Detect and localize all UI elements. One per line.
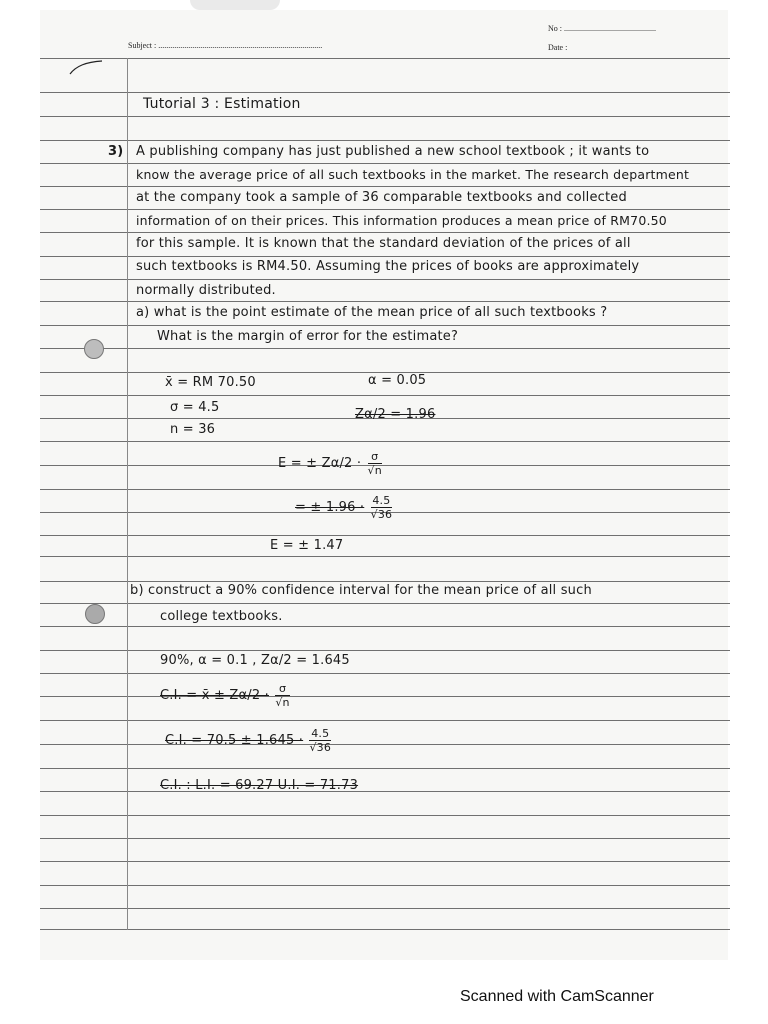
fraction-denominator: √n — [275, 696, 290, 709]
fraction-numerator: σ — [368, 450, 382, 464]
ruled-line — [40, 301, 730, 302]
part-b-question: college textbooks. — [160, 609, 283, 624]
fraction-denominator: √n — [367, 464, 382, 477]
fraction — [371, 494, 393, 521]
ci-formula-lhs: C.I. = x̄ ± Zα/2 · — [160, 688, 269, 703]
ruled-line — [40, 489, 730, 490]
ruled-line — [40, 279, 730, 280]
margin-formula — [278, 450, 384, 477]
ruled-line — [40, 163, 730, 164]
scanner-watermark: Scanned with CamScanner — [460, 988, 654, 1005]
binder-hole — [85, 604, 105, 624]
ruled-line — [40, 465, 730, 466]
ruled-line — [40, 581, 730, 582]
ruled-line — [40, 768, 730, 769]
ruled-line — [40, 744, 730, 745]
ci-substitution — [165, 727, 333, 754]
margin-substitution-lhs: = ± 1.96 · — [295, 500, 365, 515]
ruled-line — [40, 92, 730, 93]
ruled-line — [40, 650, 730, 651]
margin-line — [127, 58, 128, 930]
fraction-numerator: 4.5 — [372, 494, 391, 507]
ruled-line — [40, 256, 730, 257]
page-title: Tutorial 3 : Estimation — [143, 96, 301, 112]
alpha-value: α = 0.05 — [368, 373, 427, 388]
ruled-line — [40, 116, 730, 117]
question-line: at the company took a sample of 36 comparable textbooks and collected — [136, 190, 627, 205]
ruled-line — [40, 626, 730, 627]
xbar-value: x̄ = RM 70.50 — [165, 375, 256, 390]
ci-formula — [160, 682, 292, 709]
no-field: No : .............................................. — [548, 24, 656, 33]
fraction — [368, 450, 382, 477]
subject-field: Subject : .................................................................................. — [128, 41, 323, 50]
ruled-line — [40, 441, 730, 442]
ruled-line — [40, 929, 730, 930]
fraction-numerator: σ — [275, 682, 289, 696]
fraction-denominator: √36 — [309, 741, 332, 754]
ruled-line — [40, 58, 730, 59]
ruled-line — [40, 232, 730, 233]
ruled-line — [40, 815, 730, 816]
given-values: 90%, α = 0.1 , Zα/2 = 1.645 — [160, 653, 350, 668]
question-line: information of on their prices. This information produces a mean price of RM70.50 — [136, 213, 667, 228]
ruled-line — [40, 838, 730, 839]
ruled-line — [40, 861, 730, 862]
fraction-numerator: 4.5 — [311, 727, 330, 740]
margin-result: E = ± 1.47 — [270, 538, 344, 553]
ruled-line — [40, 535, 730, 536]
part-a-question: a) what is the point estimate of the mean price of all such textbooks ? — [136, 305, 608, 320]
question-line: know the average price of all such textbooks in the market. The research department — [136, 167, 690, 182]
ruled-line — [40, 395, 730, 396]
part-b-question: b) construct a 90% confidence interval for the mean price of all such — [130, 583, 592, 598]
scan-shadow — [190, 0, 280, 10]
question-line: for this sample. It is known that the standard deviation of the prices of all — [136, 236, 631, 251]
ci-result: C.I. : L.I. = 69.27 U.I. = 71.73 — [160, 778, 359, 793]
question-number: 3) — [108, 144, 124, 159]
ruled-line — [40, 209, 730, 210]
ruled-line — [40, 325, 730, 326]
margin-formula-lhs: E = ± Zα/2 · — [278, 456, 362, 471]
ruled-line — [40, 186, 730, 187]
ruled-line — [40, 908, 730, 909]
ruled-line — [40, 556, 730, 557]
question-line: A publishing company has just published a new school textbook ; it wants to — [136, 144, 650, 159]
ruled-line — [40, 696, 730, 697]
sigma-value: σ = 4.5 — [170, 400, 220, 415]
part-a-question: What is the margin of error for the estimate? — [157, 329, 459, 344]
ruled-line — [40, 673, 730, 674]
ruled-line — [40, 720, 730, 721]
ci-substitution-lhs: C.I. = 70.5 ± 1.645 · — [165, 733, 304, 748]
ruled-line — [40, 140, 730, 141]
question-line: normally distributed. — [136, 283, 276, 298]
ruled-line — [40, 603, 730, 604]
n-value: n = 36 — [170, 422, 216, 437]
ruled-line — [40, 791, 730, 792]
binder-hole — [84, 339, 104, 359]
fraction — [275, 682, 289, 709]
margin-scribble — [68, 58, 104, 76]
question-line: such textbooks is RM4.50. Assuming the prices of books are approximately — [136, 259, 640, 274]
fraction — [309, 727, 331, 754]
fraction-denominator: √36 — [370, 508, 393, 521]
z-value: Zα/2 = 1.96 — [355, 407, 436, 422]
date-field: Date : — [548, 43, 568, 52]
margin-substitution — [295, 494, 394, 521]
ruled-line — [40, 348, 730, 349]
ruled-line — [40, 885, 730, 886]
